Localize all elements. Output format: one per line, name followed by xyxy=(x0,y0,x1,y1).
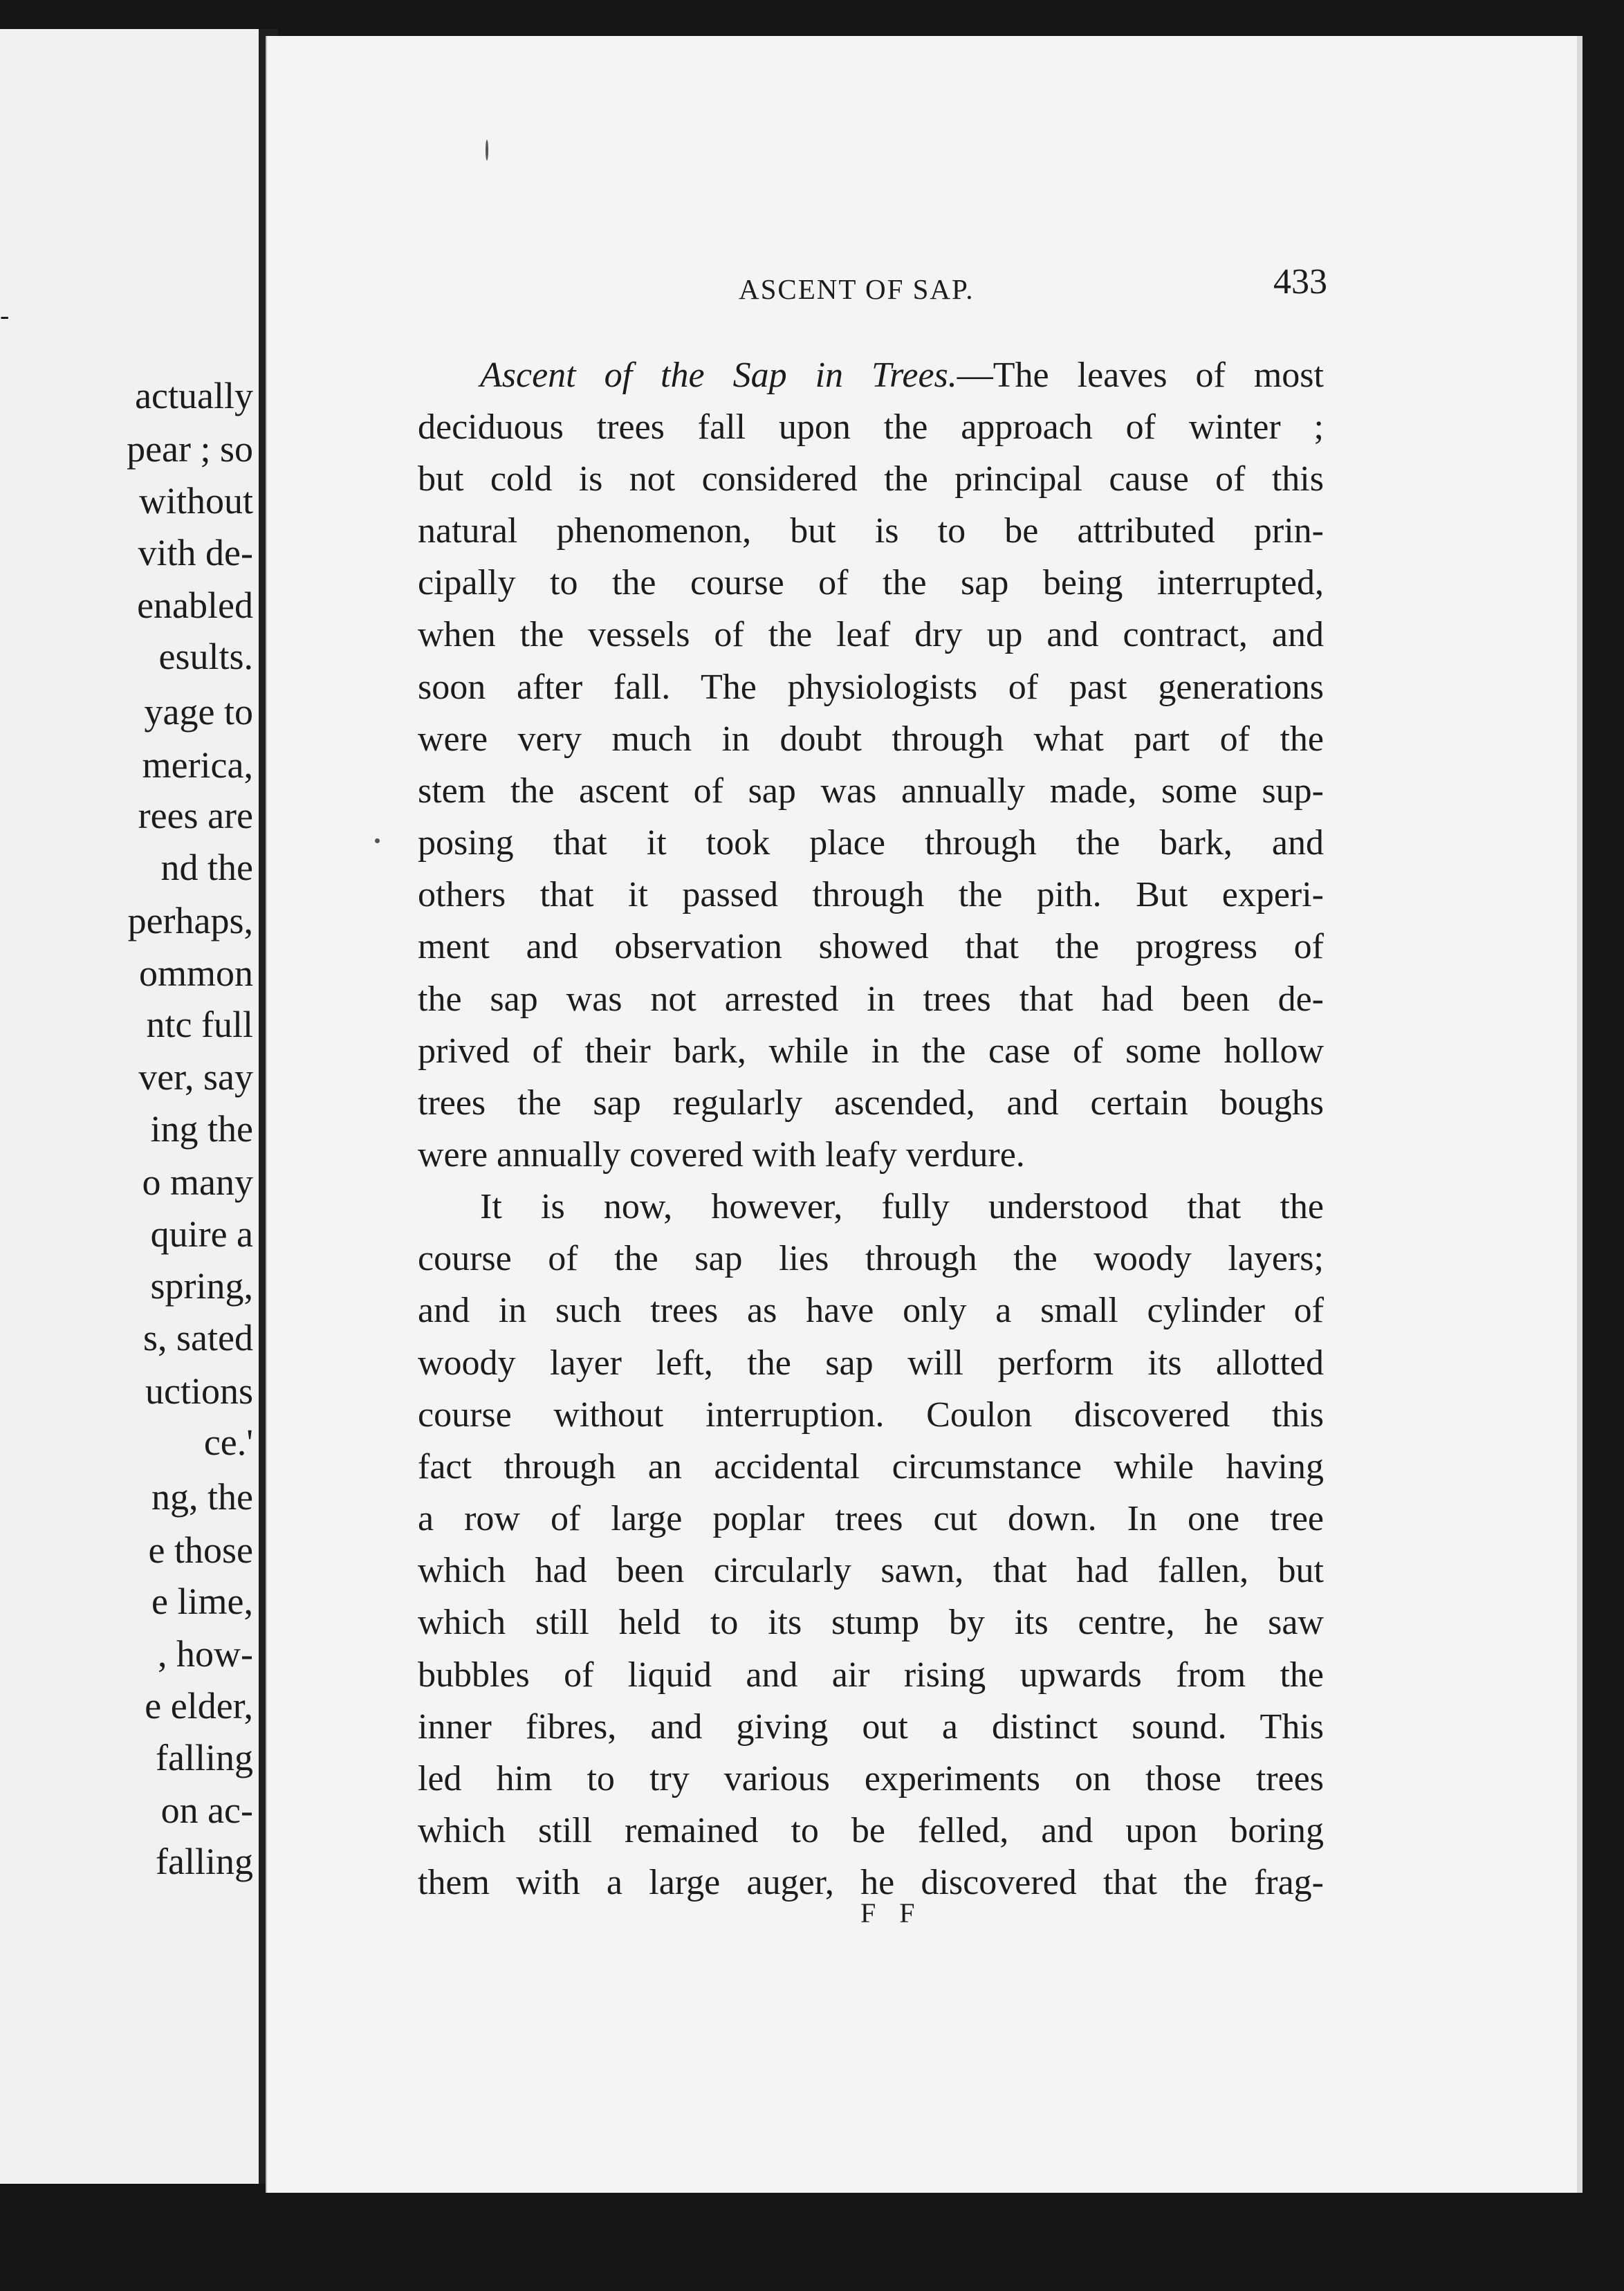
paragraph-2-line: led him to try various experiments on those trees xyxy=(418,1759,1324,1798)
previous-page-line: pear ; so xyxy=(127,428,253,470)
previous-page-line: , how- xyxy=(158,1633,253,1675)
paragraph-2-line: which still held to its stump by its centre, he saw xyxy=(418,1603,1324,1642)
previous-page-line: ce.' xyxy=(203,1421,253,1463)
paragraph-1-line: posing that it took place through the bark, and xyxy=(418,823,1324,863)
previous-page-line: esults. xyxy=(158,636,253,677)
previous-page-line: o many xyxy=(142,1161,253,1203)
previous-page-line: quire a xyxy=(150,1213,253,1255)
previous-page-line: spring, xyxy=(150,1265,253,1307)
previous-page-line: rees are xyxy=(138,795,253,836)
paragraph-1-line: were annually covered with leafy verdure. xyxy=(418,1135,1025,1175)
signature-mark: F F xyxy=(860,1897,923,1929)
print-speck xyxy=(375,838,380,843)
paragraph-2-line: which still remained to be felled, and upon boring xyxy=(418,1811,1324,1850)
previous-page-line: e lime, xyxy=(151,1581,253,1622)
previous-page-line: nd the xyxy=(160,847,253,888)
paragraph-1-line: ment and observation showed that the progress of xyxy=(418,927,1324,966)
paragraph-2-line: a row of large poplar trees cut down. In one tree xyxy=(418,1499,1324,1538)
paragraph-2-line: inner fibres, and giving out a distinct sound. This xyxy=(418,1707,1324,1747)
previous-page-line: falling xyxy=(156,1841,253,1882)
paragraph-2-line: them with a large auger, he discovered that the frag- xyxy=(418,1863,1324,1902)
previous-page-line: ing the xyxy=(150,1108,253,1150)
paragraph-1-line: trees the sap regularly ascended, and certain boughs xyxy=(418,1083,1324,1123)
previous-page-fragment xyxy=(0,29,259,2184)
page-number: 433 xyxy=(1273,262,1327,302)
previous-page-line: enabled xyxy=(137,585,253,626)
previous-page-line: merica, xyxy=(142,744,253,786)
running-title: ASCENT OF SAP. xyxy=(739,273,975,305)
paragraph-2-line: which had been circularly sawn, that had fallen, but xyxy=(418,1551,1324,1590)
paragraph-1-line: deciduous trees fall upon the approach of winter ; xyxy=(418,407,1324,447)
paragraph-1-line: prived of their bark, while in the case of some hollow xyxy=(418,1031,1324,1071)
paragraph-2-line: woody layer left, the sap will perform its allotted xyxy=(418,1343,1324,1383)
previous-page-line: on ac- xyxy=(160,1789,253,1831)
paragraph-1-line: cipally to the course of the sap being interrupted, xyxy=(418,563,1324,602)
previous-page-line: e elder, xyxy=(145,1685,253,1727)
previous-page-mark: - xyxy=(0,300,10,331)
previous-page-line: vith de- xyxy=(138,532,253,573)
previous-page-line: ntc full xyxy=(146,1004,253,1045)
paragraph-text: —The leaves of most xyxy=(957,356,1324,395)
previous-page-line: s, sated xyxy=(143,1317,253,1359)
paragraph-1-line: soon after fall. The physiologists of past generations xyxy=(418,668,1324,707)
previous-page-line: perhaps, xyxy=(127,900,253,941)
paragraph-1-line: but cold is not considered the principal cause of this xyxy=(418,459,1324,499)
paragraph-2-line: It is now, however, fully understood that the xyxy=(480,1187,1324,1226)
previous-page-line: falling xyxy=(156,1737,253,1778)
previous-page-line: ver, say xyxy=(138,1056,253,1098)
paragraph-2-line: course without interruption. Coulon discovered this xyxy=(418,1395,1324,1435)
previous-page-line: without xyxy=(138,480,253,522)
paragraph-1-line: were very much in doubt through what part of the xyxy=(418,719,1324,759)
previous-page-line: yage to xyxy=(144,691,253,733)
paragraph-2-line: course of the sap lies through the woody layers; xyxy=(418,1239,1324,1278)
paragraph-1-line xyxy=(418,358,1324,394)
paragraph-1-line: the sap was not arrested in trees that had been de- xyxy=(418,979,1324,1019)
paragraph-1-line: natural phenomenon, but is to be attributed prin- xyxy=(418,511,1324,551)
paragraph-1-line: when the vessels of the leaf dry up and contract, and xyxy=(418,615,1324,654)
previous-page-line: ng, the xyxy=(151,1476,253,1518)
book-page xyxy=(266,36,1583,2193)
previous-page-line: ommon xyxy=(138,953,253,994)
paragraph-1-line: others that it passed through the pith. But experi- xyxy=(418,875,1324,914)
previous-page-line: actually xyxy=(135,375,253,416)
paragraph-2-line: bubbles of liquid and air rising upwards from the xyxy=(418,1655,1324,1695)
previous-page-line: uctions xyxy=(145,1370,253,1412)
paragraph-2-line: fact through an accidental circumstance while having xyxy=(418,1447,1324,1487)
paragraph-2-line: and in such trees as have only a small cylinder of xyxy=(418,1291,1324,1330)
print-speck xyxy=(486,140,488,160)
previous-page-line: e those xyxy=(148,1529,253,1571)
running-head xyxy=(266,237,1577,305)
paragraph-1-line: stem the ascent of sap was annually made, some sup- xyxy=(418,771,1324,811)
section-heading: Ascent of the Sap in Trees. xyxy=(480,356,957,395)
